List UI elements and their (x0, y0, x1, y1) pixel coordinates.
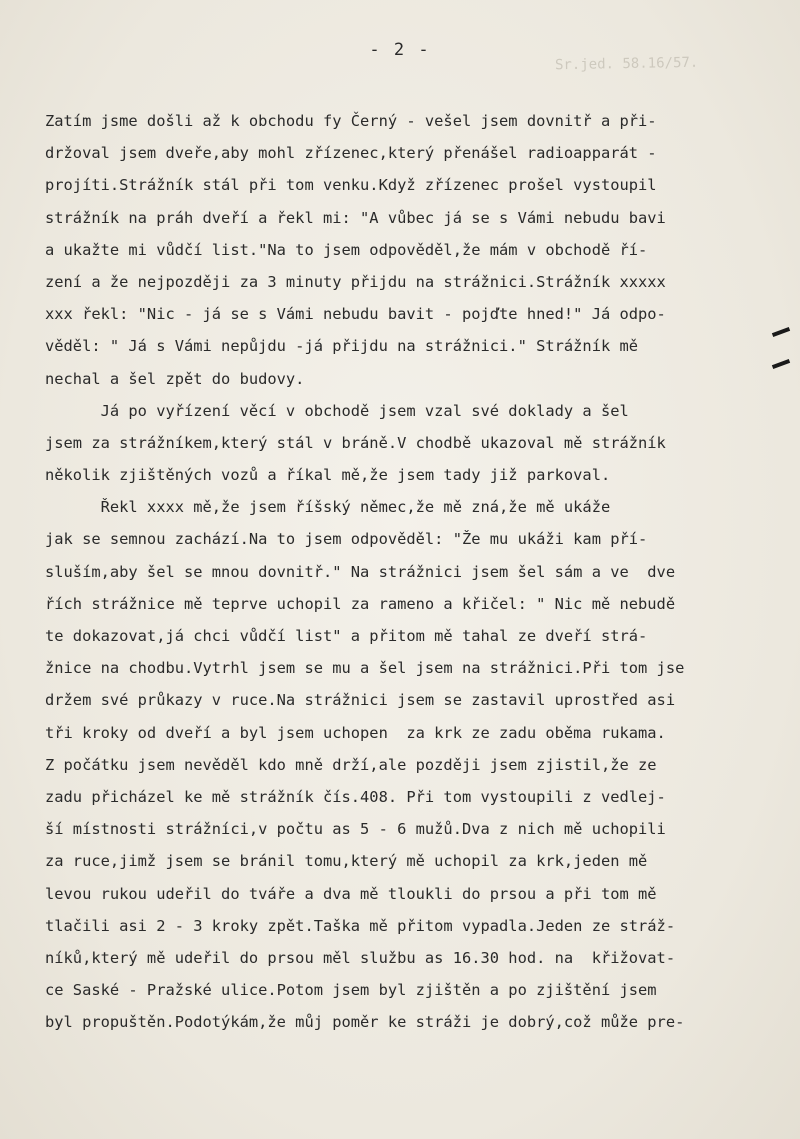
text-line: věděl: " Já s Vámi nepůjdu -já přijdu na strážnici." Strážník mě (45, 337, 639, 356)
text-line: žnice na chodbu.Vytrhl jsem se mu a šel jsem na strážnici.Při tom jse (45, 659, 685, 678)
text-line: za ruce,jimž jsem se bránil tomu,který mě uchopil za krk,jeden mě (45, 852, 648, 871)
typewritten-body (45, 105, 795, 1038)
text-line: jsem za strážníkem,který stál v bráně.V chodbě ukazoval mě strážník (45, 433, 666, 452)
text-line: a ukažte mi vůdčí list."Na to jsem odpověděl,že mám v obchodě ří- (45, 240, 648, 259)
text-line: několik zjištěných vozů a říkal mě,že jsem tady již parkoval. (45, 466, 611, 485)
text-line: zení a že nejpozději za 3 minuty přijdu na strážnici.Strážník xxxxx (45, 272, 666, 291)
text-line: Já po vyřízení věcí v obchodě jsem vzal své doklady a šel (45, 401, 629, 420)
text-line: strážník na práh dveří a řekl mi: "A vůbec já se s Vámi nebudu bavi (45, 208, 666, 227)
text-line: Řekl xxxx mě,že jsem říšský němec,že mě zná,že mě ukáže (45, 498, 611, 517)
text-line: tři kroky od dveří a byl jsem uchopen za krk ze zadu oběma rukama. (45, 723, 666, 742)
text-line: byl propuštěn.Podotýkám,že můj poměr ke stráži je dobrý,což může pre- (45, 1013, 685, 1032)
text-line: tlačili asi 2 - 3 kroky zpět.Taška mě přitom vypadla.Jeden ze stráž- (45, 916, 676, 935)
text-line: ce Saské - Pražské ulice.Potom jsem byl zjištěn a po zjištění jsem (45, 981, 657, 1000)
text-line: Zatím jsme došli až k obchodu fy Černý - vešel jsem dovnitř a při- (45, 112, 657, 130)
text-line: Z počátku jsem nevěděl kdo mně drží,ale později jsem zjistil,že ze (45, 755, 657, 774)
text-line: níků,který mě udeřil do prsou měl službu as 16.30 hod. na křižovat- (45, 948, 676, 967)
page-number: - 2 - (369, 40, 431, 60)
bleed-through-header: Sr.jed. 58.16/57. (554, 54, 699, 74)
text-line: jak se semnou zachází.Na to jsem odpověděl: "Že mu ukáži kam pří- (45, 530, 648, 549)
text-line: držem své průkazy v ruce.Na strážnici jsem se zastavil uprostřed asi (45, 691, 676, 710)
text-line: xxx řekl: "Nic - já se s Vámi nebudu bavit - pojďte hned!" Já odpo- (45, 305, 666, 324)
text-line: levou rukou udeřil do tváře a dva mě tloukli do prsou a při tom mě (45, 884, 657, 903)
text-line: držoval jsem dveře,aby mohl zřízenec,který přenášel radioapparát - (45, 144, 657, 163)
text-line: sluším,aby šel se mnou dovnitř." Na strážnici jsem šel sám a ve dve (45, 562, 676, 581)
text-line: projíti.Strážník stál při tom venku.Když zřízenec prošel vystoupil (45, 176, 657, 195)
text-line: řích strážnice mě teprve uchopil za rameno a křičel: " Nic mě nebudě (45, 594, 676, 613)
text-line: nechal a šel zpět do budovy. (45, 369, 305, 388)
text-line: te dokazovat,já chci vůdčí list" a přitom mě tahal ze dveří strá- (45, 627, 648, 645)
text-line: zadu přicházel ke mě strážník čís.408. Při tom vystoupili z vedlej- (45, 787, 666, 806)
text-line: ší místnosti strážníci,v počtu as 5 - 6 mužů.Dva z nich mě uchopili (45, 820, 666, 839)
